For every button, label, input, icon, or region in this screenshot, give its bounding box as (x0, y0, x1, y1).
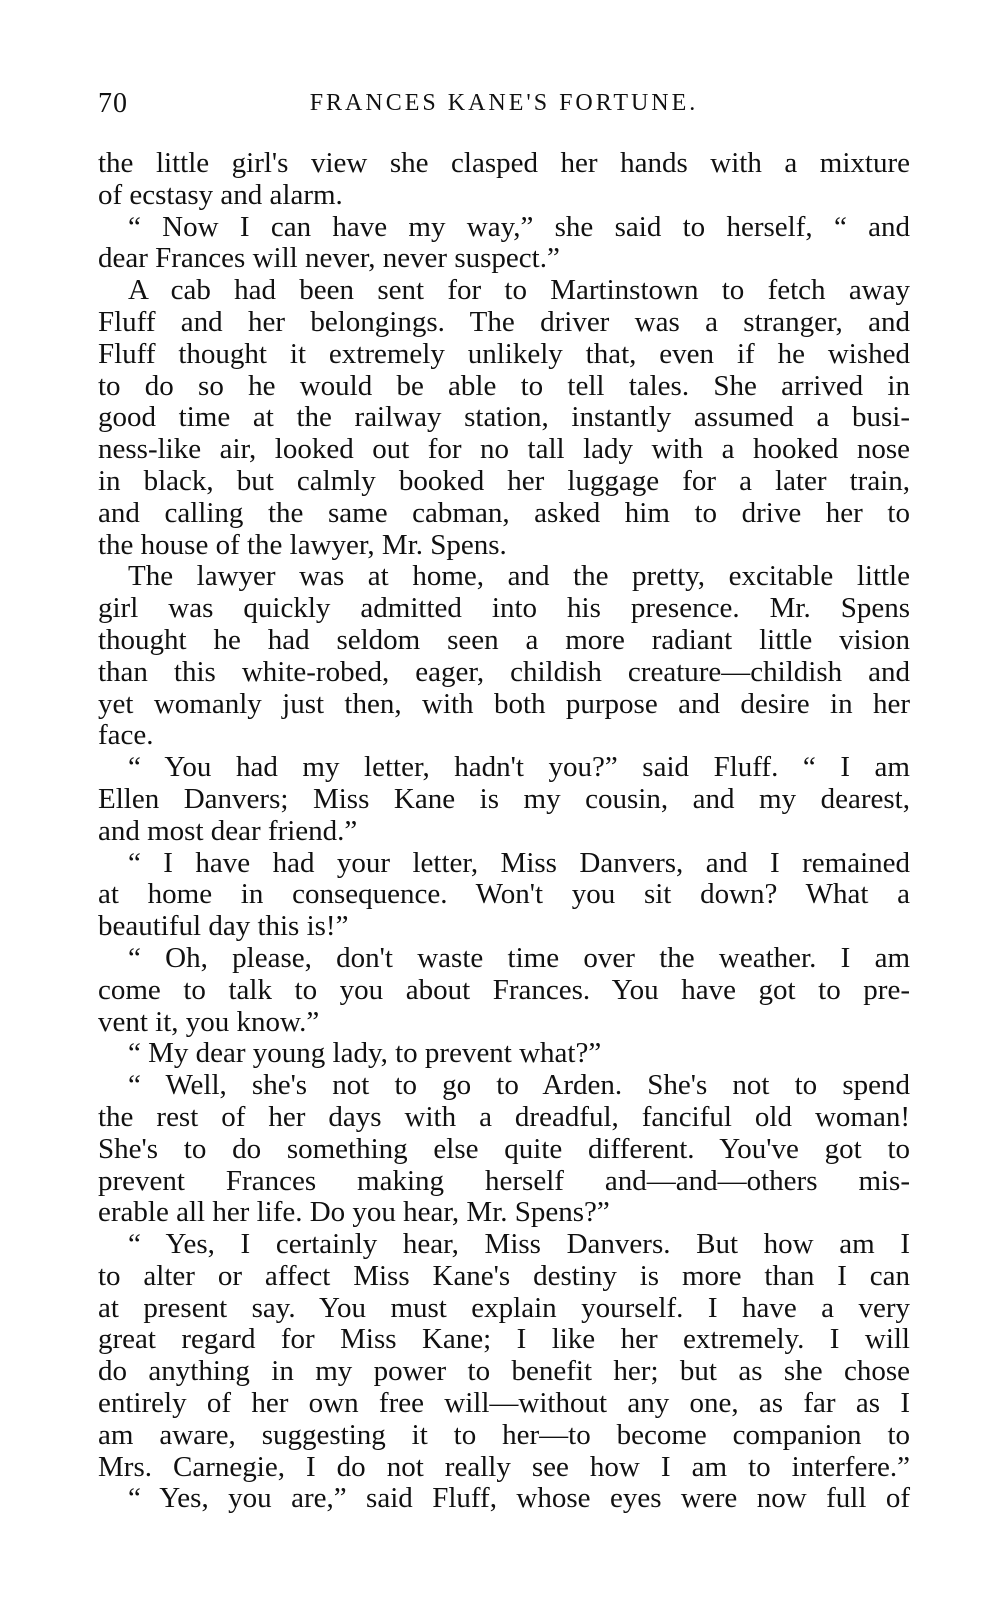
text-line: Ellen Danvers; Miss Kane is my cousin, and my dearest, (98, 782, 910, 815)
text-line: “ Now I can have my way,” she said to herself, “ and (128, 210, 910, 243)
text-line: great regard for Miss Kane; I like her extremely. I will (98, 1323, 910, 1356)
text-line: to alter or affect Miss Kane's destiny is more than I can (98, 1259, 910, 1292)
text-line: “ My dear young lady, to prevent what?” (128, 1037, 602, 1070)
text-line: in black, but calmly booked her luggage for a later train, (98, 464, 910, 497)
text-line: “ Well, she's not to go to Arden. She's not to spend (128, 1069, 910, 1102)
text-line: and calling the same cabman, asked him to drive her to (98, 496, 910, 529)
text-line: “ You had my letter, hadn't you?” said Fluff. “ I am (128, 751, 910, 784)
text-line: yet womanly just then, with both purpose and desire in her (98, 687, 910, 720)
text-line: vent it, you know.” (98, 1005, 320, 1038)
text-line: The lawyer was at home, and the pretty, excitable little (128, 560, 910, 593)
text-line: A cab had been sent for to Martinstown to fetch away (128, 274, 910, 307)
text-line: “ I have had your letter, Miss Danvers, and I remained (128, 846, 910, 879)
text-line: than this white-robed, eager, childish creature—childish and (98, 655, 910, 688)
text-line: the little girl's view she clasped her hands with a mixture (98, 147, 910, 179)
text-line: “ Yes, I certainly hear, Miss Danvers. But how am I (128, 1228, 910, 1261)
text-line: “ Oh, please, don't waste time over the weather. I am (128, 941, 910, 974)
text-line: “ Yes, you are,” said Fluff, whose eyes were now full of (128, 1482, 910, 1515)
text-line: at present say. You must explain yourself. I have a very (98, 1291, 910, 1324)
text-line: entirely of her own free will—without any one, as far as I (98, 1387, 910, 1420)
text-line: to do so he would be able to tell tales. She arrived in (98, 369, 910, 402)
page-header (98, 88, 910, 128)
text-line: the rest of her days with a dreadful, fanciful old woman! (98, 1100, 910, 1133)
text-line: come to talk to you about Frances. You have got to pre- (98, 973, 910, 1006)
text-line: She's to do something else quite different. You've got to (98, 1132, 910, 1165)
page-number: 70 (98, 88, 128, 119)
text-line: at home in consequence. Won't you sit down? What a (98, 878, 910, 911)
text-line: girl was quickly admitted into his presence. Mr. Spens (98, 592, 910, 625)
running-head: FRANCES KANE'S FORTUNE. (309, 90, 699, 116)
text-line: thought he had seldom seen a more radiant little vision (98, 623, 910, 656)
text-line: am aware, suggesting it to her—to become companion to (98, 1418, 910, 1451)
text-line: beautiful day this is!” (98, 910, 349, 943)
text-line: the house of the lawyer, Mr. Spens. (98, 528, 507, 561)
text-line: good time at the railway station, instantly assumed a busi- (98, 401, 910, 434)
body-text (98, 148, 910, 1515)
text-line: Fluff thought it extremely unlikely that, even if he wished (98, 337, 910, 370)
text-line: of ecstasy and alarm. (98, 178, 343, 211)
text-line: and most dear friend.” (98, 814, 358, 847)
text-line: do anything in my power to benefit her; but as she chose (98, 1355, 910, 1388)
text-line: Fluff and her belongings. The driver was a stranger, and (98, 305, 910, 338)
text-line: Mrs. Carnegie, I do not really see how I am to interfere.” (98, 1450, 910, 1483)
text-line: face. (98, 719, 154, 752)
text-line: prevent Frances making herself and—and—others mis- (98, 1164, 910, 1197)
text-line: dear Frances will never, never suspect.” (98, 242, 560, 275)
text-line: erable all her life. Do you hear, Mr. Spens?” (98, 1196, 610, 1229)
text-line: ness-like air, looked out for no tall lady with a hooked nose (98, 433, 910, 466)
